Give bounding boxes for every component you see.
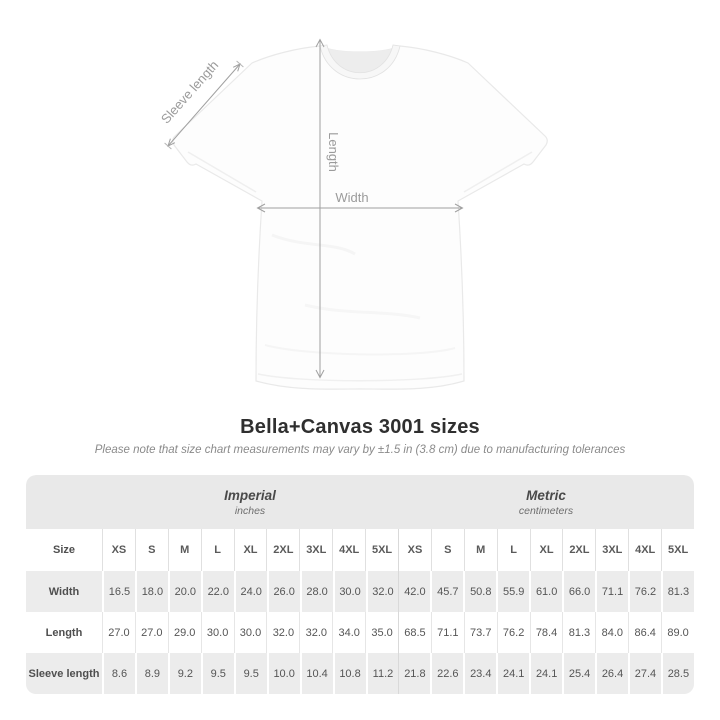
value-cell: 55.9 [496,571,529,612]
value-cell: 27.0 [102,612,135,653]
size-header-cell: XL [234,529,267,571]
value-cell: 9.2 [168,653,201,694]
size-header-cell: L [497,529,530,571]
value-cell: 27.0 [135,612,168,653]
size-column-header: Size [52,544,75,556]
value-cell: 89.0 [661,612,694,653]
value-cell: 10.8 [333,653,366,694]
value-cell: 30.0 [333,571,366,612]
value-cell: 18.0 [135,571,168,612]
size-header-cell: 3XL [299,529,332,571]
value-cell: 28.5 [661,653,694,694]
value-cell: 32.0 [299,612,332,653]
value-cell: 84.0 [595,612,628,653]
value-cell: 24.0 [234,571,267,612]
value-cell: 34.0 [332,612,365,653]
size-header-cell: XS [102,529,135,571]
size-header-cell: M [168,529,201,571]
value-cell: 10.0 [267,653,300,694]
size-header-cell: 5XL [365,529,398,571]
size-header-cell: 5XL [661,529,694,571]
value-cell: 8.6 [102,653,135,694]
value-cell: 35.0 [365,612,398,653]
value-cell: 29.0 [168,612,201,653]
value-cell: 25.4 [562,653,595,694]
value-cell: 9.5 [234,653,267,694]
size-table [26,475,694,694]
value-cell: 21.8 [398,653,430,694]
value-cell: 66.0 [562,571,595,612]
metric-group-sublabel: centimeters [518,504,574,517]
size-header-cell: 4XL [332,529,365,571]
size-header-cell: 2XL [266,529,299,571]
value-cell: 71.1 [431,612,464,653]
value-cell: 28.0 [300,571,333,612]
size-header-cell: S [431,529,464,571]
size-header-cell: XS [398,529,431,571]
table-row [26,612,694,653]
value-cell: 11.2 [366,653,399,694]
size-header-row [26,529,694,571]
tshirt-silhouette [173,46,548,389]
value-cell: 26.0 [267,571,300,612]
value-cell: 20.0 [168,571,201,612]
value-cell: 24.1 [496,653,529,694]
size-header-cell: 2XL [562,529,595,571]
band-spacer [26,475,102,529]
table-body [26,571,694,694]
table-row [26,653,694,694]
row-label: Length [26,612,102,653]
imperial-group-sublabel: inches [234,504,266,517]
value-cell: 61.0 [529,571,562,612]
size-header-cell: 3XL [595,529,628,571]
size-header-cell: XL [530,529,563,571]
value-cell: 50.8 [463,571,496,612]
imperial-group-label: Imperial [224,487,276,503]
value-cell: 16.5 [102,571,135,612]
value-cell: 78.4 [530,612,563,653]
tolerance-note: Please note that size chart measurements may vary by ±1.5 in (3.8 cm) due to manufacturing tolerances [94,444,626,456]
value-cell: 8.9 [135,653,168,694]
value-cell: 71.1 [595,571,628,612]
value-cell: 68.5 [398,612,431,653]
value-cell: 45.7 [430,571,463,612]
size-header-cell: S [135,529,168,571]
unit-group-header [26,475,694,529]
value-cell: 32.0 [266,612,299,653]
value-cell: 22.0 [201,571,234,612]
value-cell: 24.1 [529,653,562,694]
value-cell: 30.0 [201,612,234,653]
size-header-cell: L [201,529,234,571]
imperial-group [102,475,398,529]
value-cell: 42.0 [398,571,430,612]
value-cell: 76.2 [497,612,530,653]
value-cell: 73.7 [464,612,497,653]
value-cell: 27.4 [628,653,661,694]
value-cell: 9.5 [201,653,234,694]
metric-group-label: Metric [526,487,566,503]
value-cell: 81.3 [562,612,595,653]
row-label: Width [26,571,102,612]
value-cell: 86.4 [628,612,661,653]
table-row [26,571,694,612]
row-label: Sleeve length [26,653,102,694]
length-label: Length [326,132,341,172]
value-cell: 81.3 [661,571,694,612]
metric-group [398,475,694,529]
size-header-cell: 4XL [628,529,661,571]
value-cell: 32.0 [366,571,399,612]
value-cell: 23.4 [463,653,496,694]
size-header-cell: M [464,529,497,571]
value-cell: 10.4 [300,653,333,694]
page-title: Bella+Canvas 3001 sizes [240,416,480,438]
value-cell: 76.2 [628,571,661,612]
value-cell: 26.4 [595,653,628,694]
width-label: Width [335,190,369,205]
value-cell: 30.0 [234,612,267,653]
sleeve-length-label: Sleeve length [157,57,222,127]
value-cell: 22.6 [430,653,463,694]
